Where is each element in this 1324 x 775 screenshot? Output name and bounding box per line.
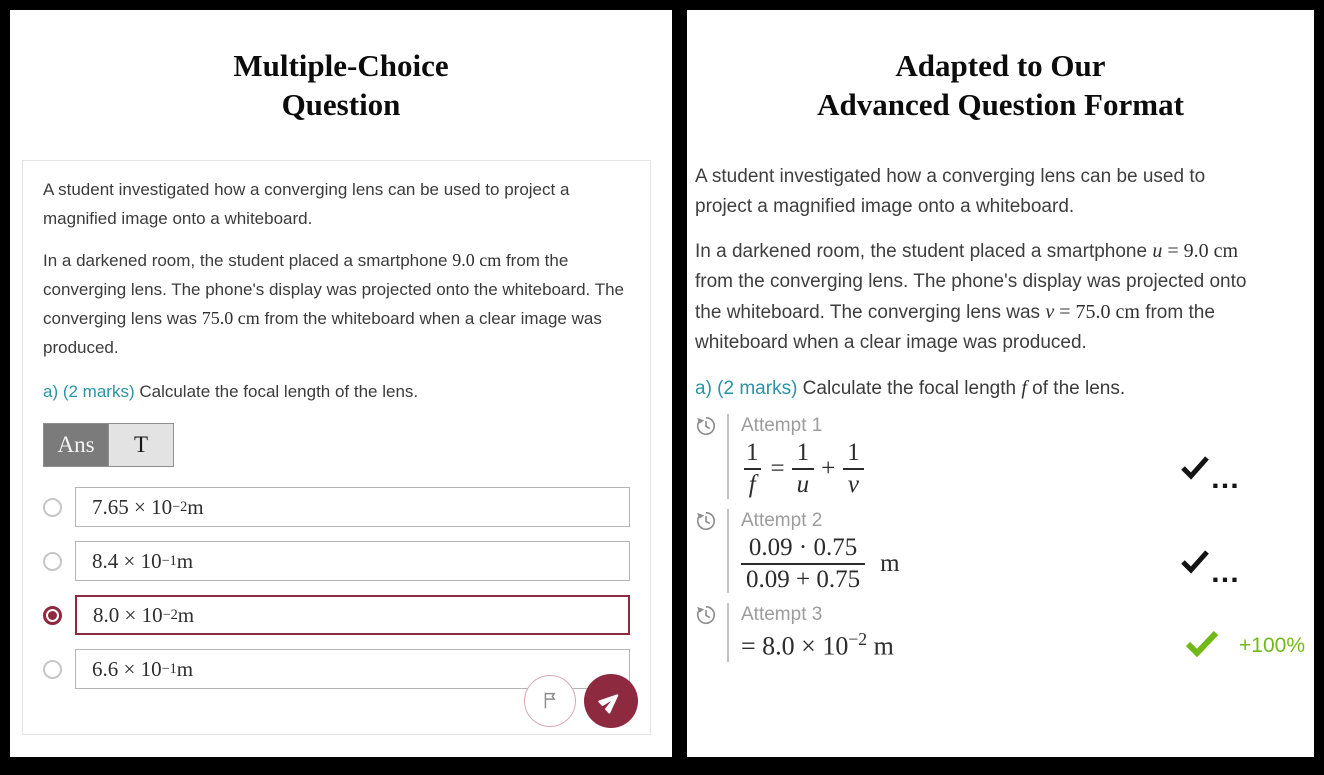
tab-t[interactable]: T — [108, 424, 173, 466]
flag-button[interactable] — [524, 675, 576, 727]
partial-credit-status — [1180, 548, 1238, 590]
success-check-icon — [1185, 629, 1219, 662]
tab-ans[interactable]: Ans — [44, 424, 108, 466]
attempt-equation: $\frac{1}{f}$ = $\frac{1}{u}$ + $\frac{1}{v}$ — [741, 440, 865, 499]
title-line: Multiple-Choice — [233, 48, 449, 83]
radio-button[interactable] — [43, 552, 62, 571]
adapted-question-body — [695, 162, 1307, 672]
left-panel-title — [10, 10, 672, 124]
inline-math-value: u = 9.0 cm — [1152, 240, 1239, 262]
history-icon — [695, 414, 719, 499]
radio-button-selected[interactable] — [43, 606, 62, 625]
attempt-label: Attempt 3 — [741, 604, 823, 625]
answer-options — [43, 487, 630, 689]
inline-math-value: 75.0 cm — [201, 308, 260, 328]
answer-mode-tabs — [43, 423, 174, 467]
inline-math-value: v = 75.0 cm — [1045, 301, 1140, 323]
ellipsis-more: … — [1210, 461, 1238, 495]
score-badge: +100% — [1239, 633, 1305, 657]
answer-option-row — [43, 541, 630, 581]
attempt-block-3 — [695, 603, 1307, 662]
check-icon — [1180, 454, 1210, 485]
option-box[interactable]: 8.4 × 10 −1 m — [75, 541, 630, 581]
marks-badge: a) (2 marks) — [695, 378, 798, 399]
answer-option-row — [43, 487, 630, 527]
option-box[interactable]: 6.6 × 10 −1 m — [75, 649, 630, 689]
attempt-equation: $\frac{0.09 \cdot 0.75}{0.09 + 0.75}$ m — [741, 535, 900, 594]
question-prompt: a) (2 marks) Calculate the focal length of the lens. — [43, 382, 419, 401]
ellipsis-more: … — [1210, 556, 1238, 590]
question-paragraph: A student investigated how a converging lens can be used to project a magnified image onto a whiteboard. — [695, 166, 1206, 217]
inline-math-value: 9.0 cm — [452, 250, 502, 270]
attempt-label: Attempt 2 — [741, 509, 823, 531]
check-icon — [1180, 548, 1210, 579]
attempt-block-2 — [695, 509, 1307, 594]
question-paragraph: A student investigated how a converging lens can be used to project a magnified image onto a whiteboard. — [43, 180, 570, 228]
radio-button[interactable] — [43, 498, 62, 517]
submit-button[interactable] — [584, 674, 638, 728]
attempt-label: Attempt 1 — [741, 415, 823, 436]
partial-credit-status — [1180, 454, 1238, 495]
right-panel-title — [687, 10, 1314, 124]
title-line: Advanced Question Format — [817, 87, 1184, 123]
title-line: Adapted to Our — [895, 48, 1106, 83]
history-icon — [695, 509, 719, 594]
send-icon — [594, 684, 628, 718]
radio-button[interactable] — [43, 660, 62, 679]
flag-icon — [539, 689, 561, 714]
question-paragraph: In a darkened room, the student placed a smartphone u = 9.0 cm from the converging lens. The phone's display was projected onto the whiteboard. The converging lens was v = 75.0 cm from the whiteboard when a clear image was produced. — [695, 240, 1247, 353]
marks-badge: a) (2 marks) — [43, 382, 135, 401]
title-line: Question — [281, 87, 401, 123]
answer-option-row-selected — [43, 595, 630, 635]
question-prompt: a) (2 marks) Calculate the focal length f of the lens. — [695, 377, 1126, 399]
right-panel — [687, 10, 1314, 757]
option-box[interactable]: 7.65 × 10 −2 m — [75, 487, 630, 527]
attempt-equation: = $8.0 \times 10^{-2}$ m — [741, 629, 894, 661]
attempt-history — [695, 414, 1307, 662]
question-paragraph: In a darkened room, the student placed a smartphone 9.0 cm from the converging lens. The phone's display was projected onto the whiteboard. The converging lens was 75.0 cm from the whiteboard when a clear image was produced. — [43, 250, 624, 357]
attempt-block-1 — [695, 414, 1307, 499]
option-box-selected[interactable]: 8.0 × 10 −2 m — [75, 595, 630, 635]
left-panel — [10, 10, 672, 757]
question-actions — [524, 674, 638, 728]
inline-math-variable: f — [1021, 377, 1027, 399]
correct-status — [1185, 629, 1305, 662]
history-icon — [695, 603, 719, 662]
question-card — [22, 160, 651, 735]
